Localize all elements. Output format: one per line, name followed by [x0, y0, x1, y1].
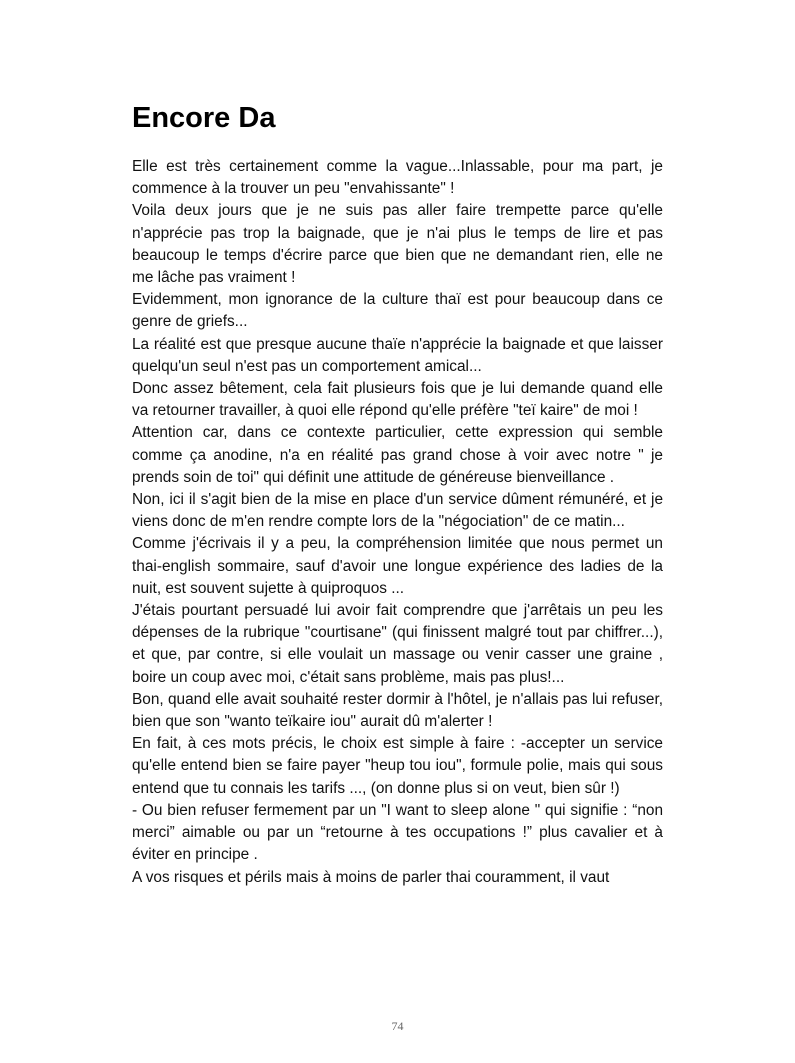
paragraph: Non, ici il s'agit bien de la mise en place d'un service dûment rémunéré, et je viens donc de m'en rendre compte lors de la "négociation" de ce matin... [132, 491, 663, 531]
body-text [132, 156, 663, 889]
paragraph: Elle est très certainement comme la vague...Inlassable, pour ma part, je commence à la trouver un peu "envahissante" ! [132, 158, 663, 198]
paragraph: Bon, quand elle avait souhaité rester dormir à l'hôtel, je n'allais pas lui refuser, bien que son "wanto teïkaire iou" aurait dû m'alerter ! [132, 690, 663, 731]
page-number: 74 [391, 1019, 404, 1033]
paragraph: A vos risques et périls mais à moins de parler thai couramment, il vaut [132, 868, 610, 886]
paragraph: Comme j'écrivais il y a peu, la compréhension limitée que nous permet un thai-english sommaire, sauf d'avoir une longue expérience des ladies de la nuit, est souvent sujette à quiproquos ... [132, 535, 663, 597]
paragraph: La réalité est que presque aucune thaïe n'apprécie la baignade et que laisser quelqu'un seul n'est pas un comportement amical... [132, 335, 663, 375]
paragraph: - Ou bien refuser fermement par un "I want to sleep alone " qui signifie : “non merci” aimable ou par un “retourne à tes occupations !” plus cavalier et à éviter en principe . [132, 801, 663, 864]
paragraph: Donc assez bêtement, cela fait plusieurs fois que je lui demande quand elle va retourner travailler, à quoi elle répond qu'elle préfère "teï kaire" de moi ! [132, 380, 663, 420]
paragraph: J'étais pourtant persuadé lui avoir fait comprendre que j'arrêtais un peu les dépenses de la rubrique "courtisane" (qui finissent malgré tout par chiffrer...), et que, par contre, si elle voulait un massage ou venir casser une graine , boire un coup avec moi, c'était sans problème, mais pas plus!... [132, 602, 663, 686]
paragraph: Attention car, dans ce contexte particulier, cette expression qui semble comme ça anodine, n'a en réalité pas grand chose à voir avec notre " je prends soin de toi" qui définit une attitude de généreuse bienveillance . [132, 424, 663, 486]
paragraph: Evidemment, mon ignorance de la culture thaï est pour beaucoup dans ce genre de griefs... [132, 291, 663, 331]
paragraph: En fait, à ces mots précis, le choix est simple à faire : -accepter un service qu'elle entend bien se faire payer "heup tou iou", formule polie, mais qui sous entend que tu connais les tarifs ..., (on donne plus si on veut, bien sûr !) [132, 735, 663, 797]
chapter-title: Encore Da [132, 102, 276, 134]
paragraph: Voila deux jours que je ne suis pas aller faire trempette parce qu'elle n'apprécie pas trop la baignade, que je n'ai plus le temps de lire et pas beaucoup le temps d'écrire parce que bien que ne demandant rien, elle ne me lâche pas vraiment ! [132, 202, 663, 287]
